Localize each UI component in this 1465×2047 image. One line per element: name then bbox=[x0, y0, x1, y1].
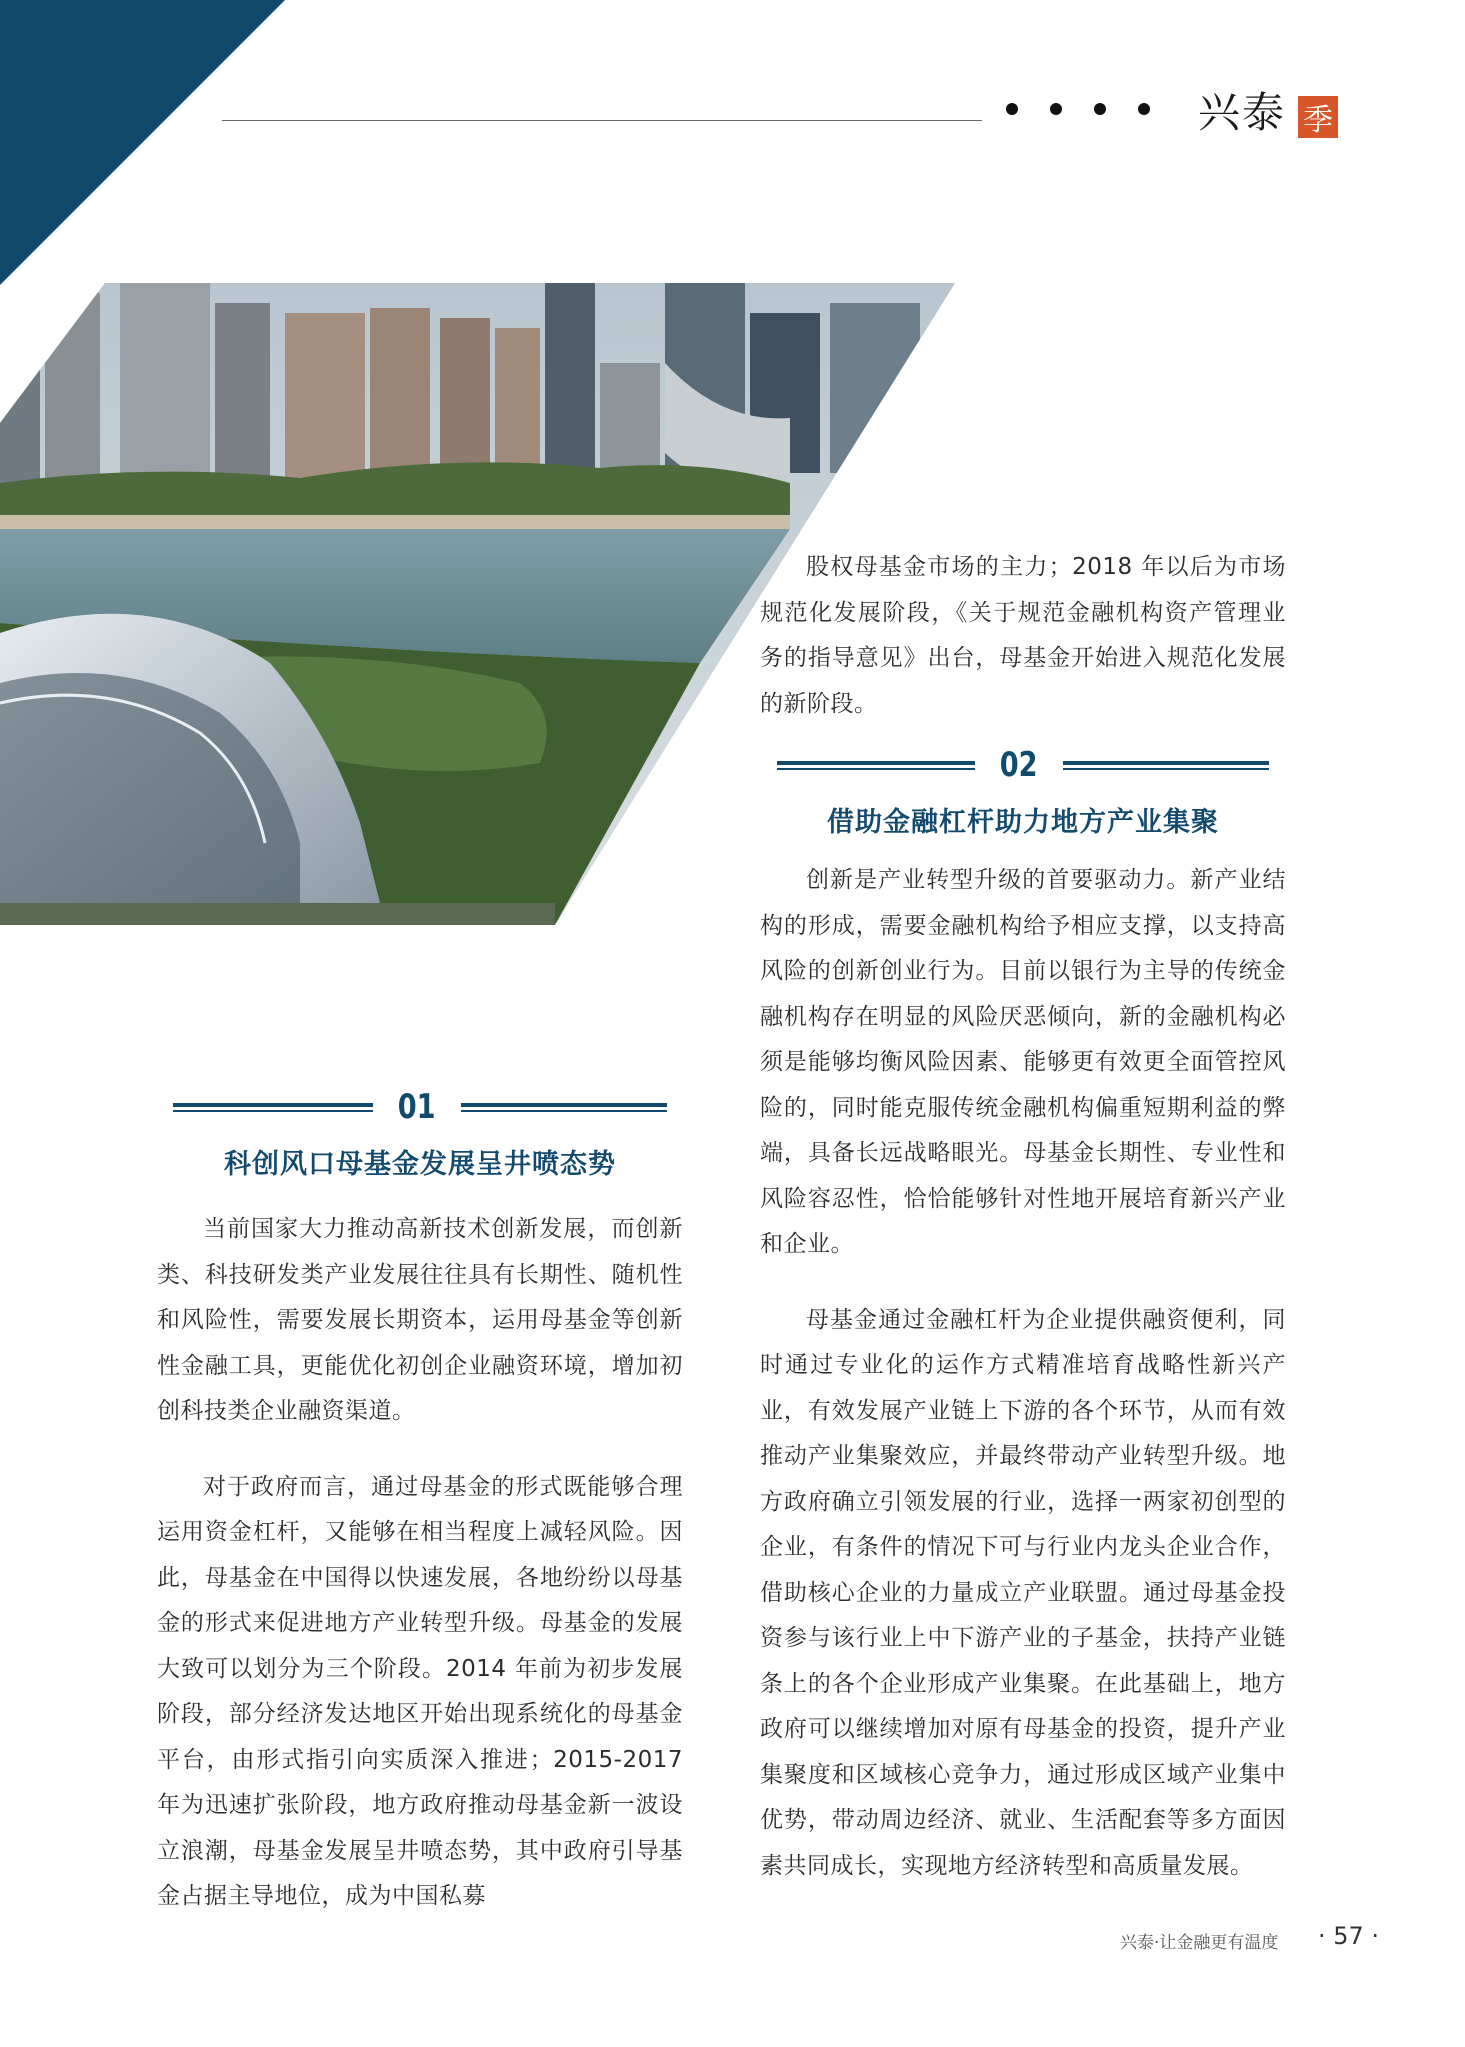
dot bbox=[1006, 103, 1018, 115]
rule-right bbox=[1063, 761, 1269, 770]
brand-title: 兴泰 bbox=[1198, 88, 1287, 137]
section-number: 02 bbox=[1000, 745, 1038, 785]
dot bbox=[1138, 103, 1150, 115]
rule-left bbox=[777, 761, 975, 770]
header-dots bbox=[1006, 103, 1150, 115]
dot bbox=[1050, 103, 1062, 115]
rule-right bbox=[461, 1103, 667, 1112]
paragraph: 创新是产业转型升级的首要驱动力。新产业结构的形成，需要金融机构给予相应支撑，以支持高风险的创新创业行为。目前以银行为主导的传统金融机构存在明显的风险厌恶倾向，新的金融机构必须是能够均衡风险因素、能够更有效更全面管控风险的，同时能克服传统金融机构偏重短期利益的弊端，具备长远战略眼光。母基金长期性、专业性和风险容忍性，恰恰能够针对性地开展培育新兴产业和企业。 bbox=[760, 867, 1286, 1257]
corner-decoration bbox=[0, 0, 285, 285]
intro-continued bbox=[760, 545, 1286, 727]
rule-left bbox=[173, 1103, 373, 1112]
page-number: · 57 · bbox=[1318, 1922, 1380, 1950]
paragraph: 对于政府而言，通过母基金的形式既能够合理运用资金杠杆，又能够在相当程度上减轻风险。因此，母基金在中国得以快速发展，各地纷纷以母基金的形式来促进地方产业转型升级。母基金的发展大致可以划分为三个阶段。2014 年前为初步发展阶段，部分经济发达地区开始出现系统化的母基金平台，由形式指引向实质深入推进；2015-2017 年为迅速扩张阶段，地方政府推动母基金新一波设立浪潮，母基金发展呈井喷态势，其中政府引导基金占据主导地位，成为中国私募 bbox=[157, 1473, 683, 1909]
section2-body bbox=[760, 858, 1286, 1889]
seal-logo: 季 bbox=[1298, 96, 1338, 138]
section1-body bbox=[157, 1207, 683, 1920]
section-title: 借助金融杠杆助力地方产业集聚 bbox=[827, 807, 1219, 838]
footer-slogan: 兴泰·让金融更有温度 bbox=[1120, 1933, 1279, 1953]
paragraph: 股权母基金市场的主力；2018 年以后为市场规范化发展阶段，《关于规范金融机构资产管理业务的指导意见》出台，母基金开始进入规范化发展的新阶段。 bbox=[760, 554, 1286, 717]
dot bbox=[1094, 103, 1106, 115]
section1-heading bbox=[157, 1087, 683, 1181]
section-title: 科创风口母基金发展呈井喷态势 bbox=[224, 1149, 616, 1180]
header-rule bbox=[222, 120, 982, 121]
paragraph: 当前国家大力推动高新技术创新发展，而创新类、科技研发类产业发展往往具有长期性、随机性和风险性，需要发展长期资本，运用母基金等创新性金融工具，更能优化初创企业融资环境，增加初创科技类企业融资渠道。 bbox=[157, 1216, 683, 1424]
section2-heading bbox=[760, 745, 1286, 839]
section-number: 01 bbox=[398, 1087, 436, 1127]
paragraph: 母基金通过金融杠杆为企业提供融资便利，同时通过专业化的运作方式精准培育战略性新兴产业，有效发展产业链上下游的各个环节，从而有效推动产业集聚效应，并最终带动产业转型升级。地方政府确立引领发展的行业，选择一两家初创型的企业，有条件的情况下可与行业内龙头企业合作，借助核心企业的力量成立产业联盟。通过母基金投资参与该行业上中下游产业的子基金，扶持产业链条上的各个企业形成产业集聚。在此基础上，地方政府可以继续增加对原有母基金的投资，提升产业集聚度和区域核心竞争力，通过形成区域产业集中优势，带动周边经济、就业、生活配套等多方面因素共同成长，实现地方经济转型和高质量发展。 bbox=[760, 1306, 1286, 1879]
